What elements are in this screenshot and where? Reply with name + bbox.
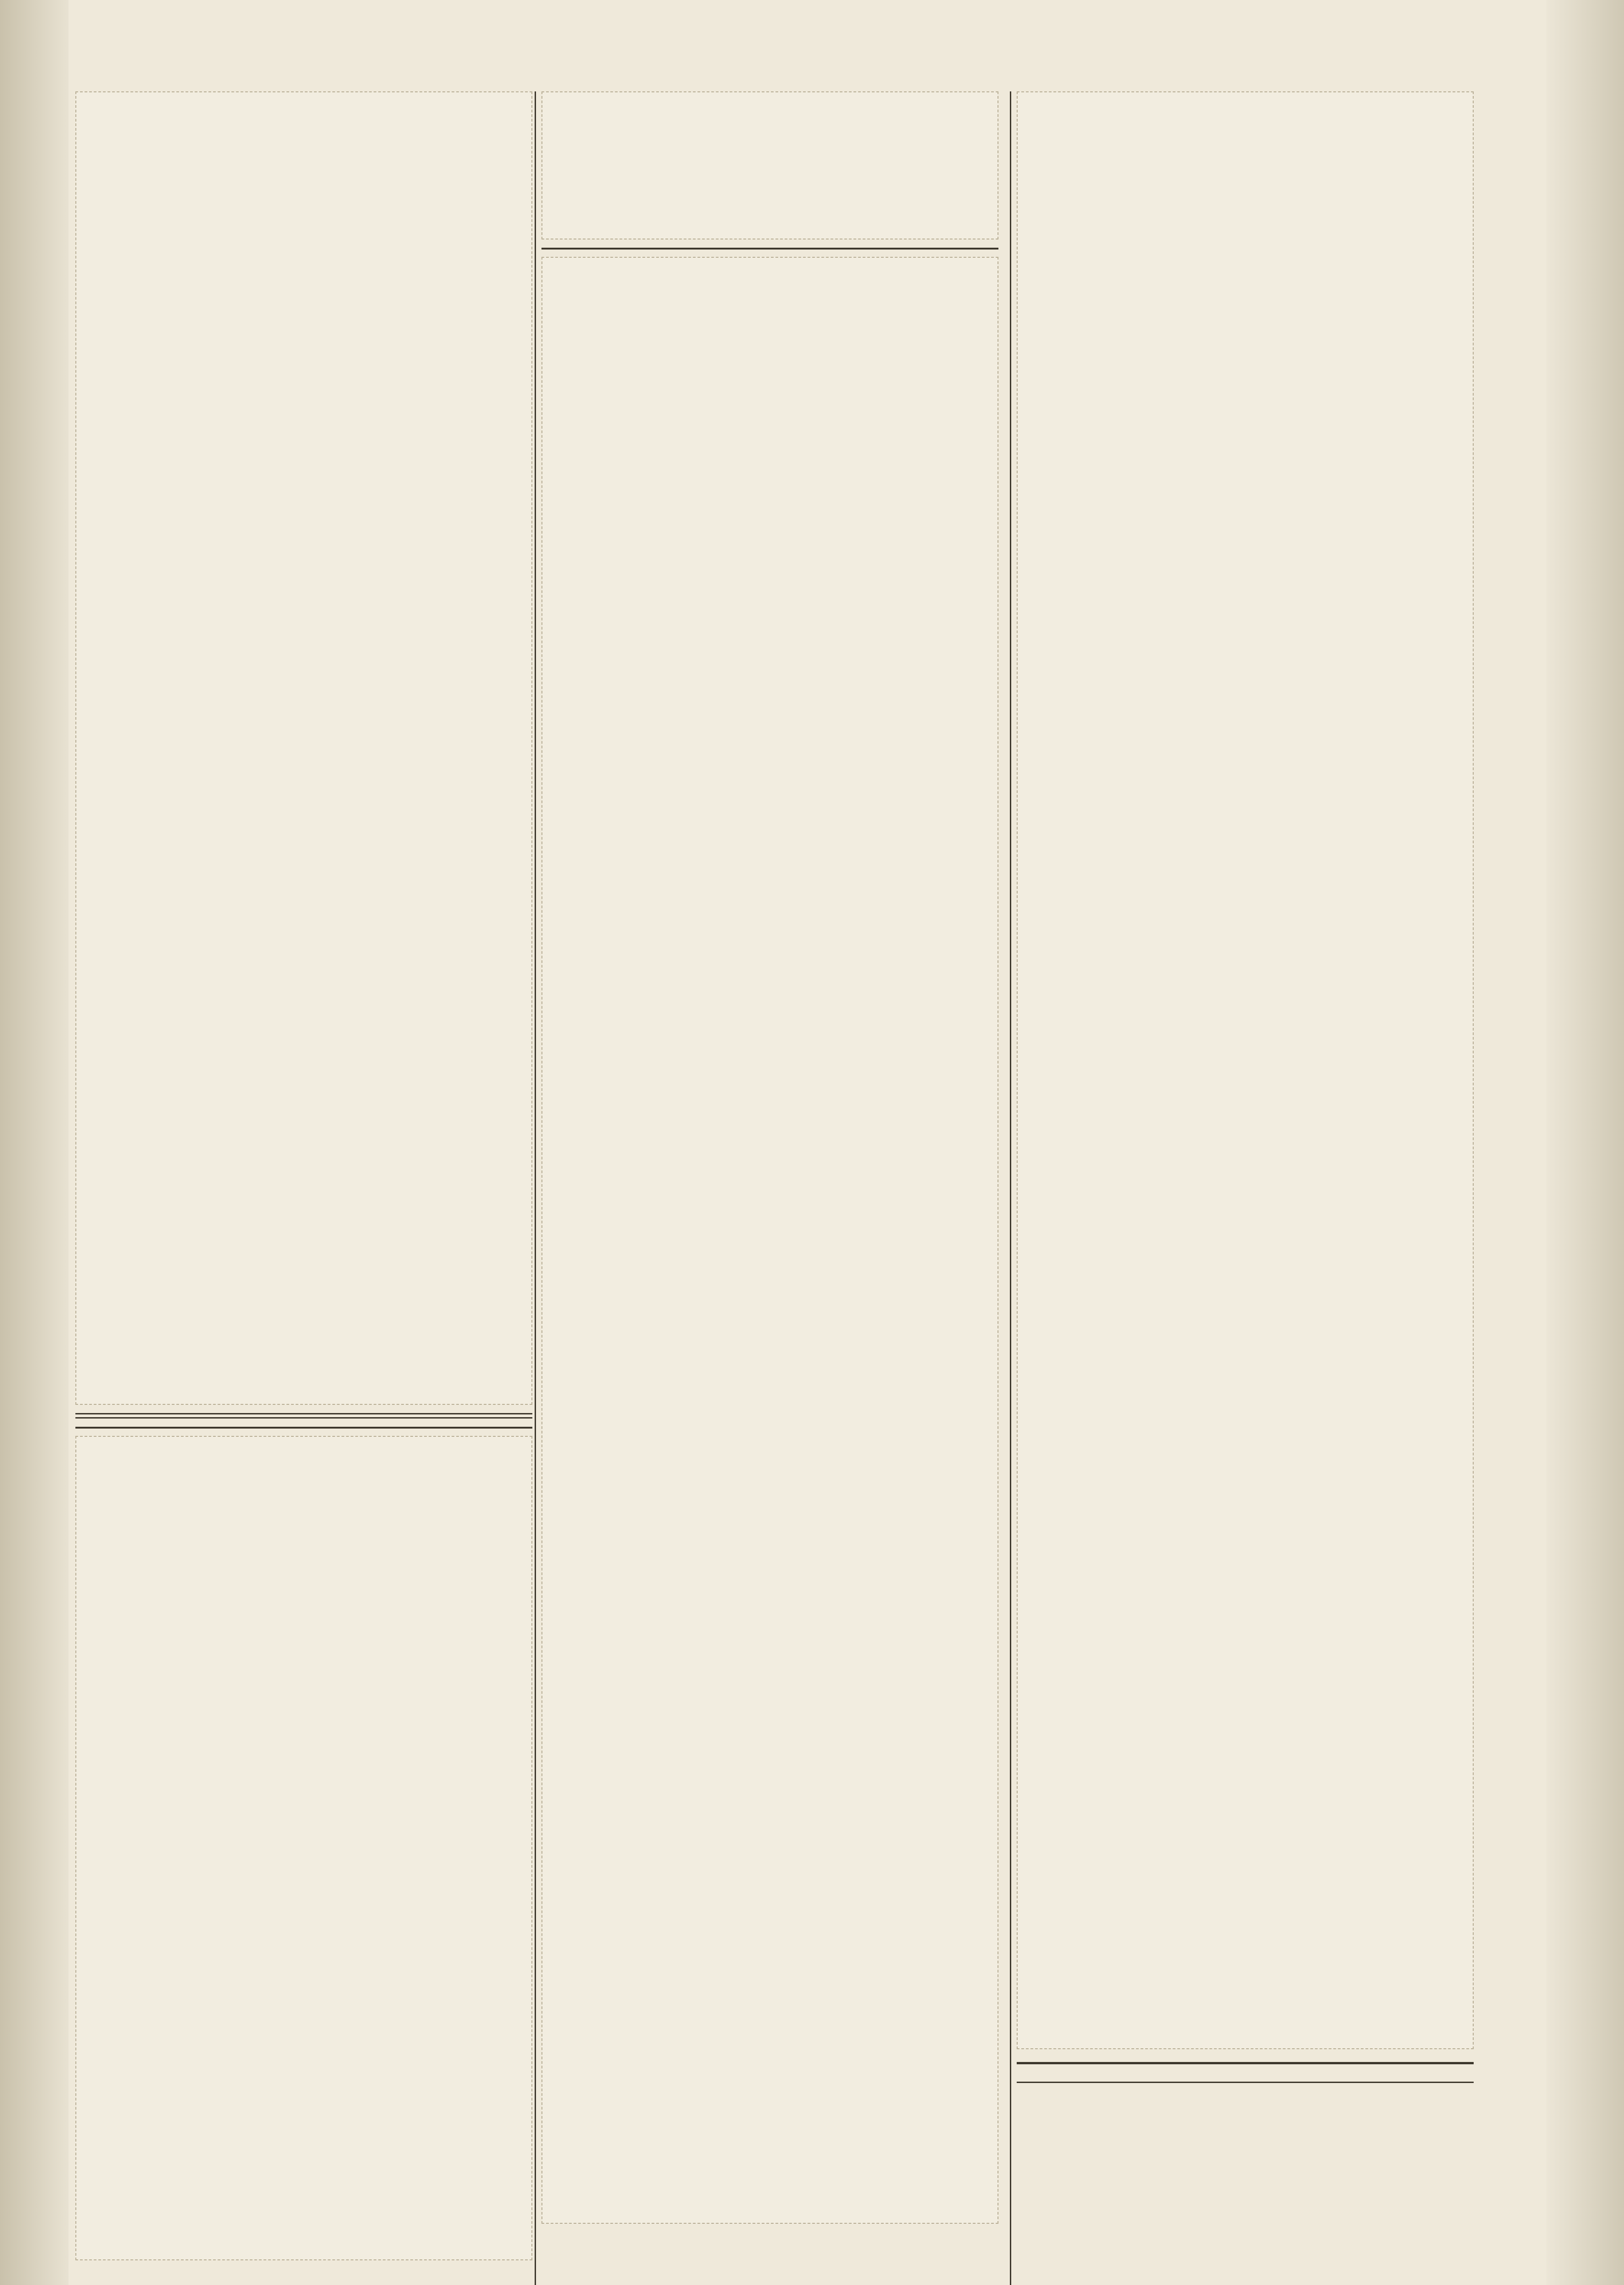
section-divider	[541, 248, 998, 250]
tide-box	[1017, 2082, 1474, 2089]
page-gutter-right	[1546, 0, 1624, 2285]
column-rule-1	[535, 91, 536, 2285]
column-2-top-block	[541, 91, 998, 239]
column-rule-2	[1010, 91, 1011, 2285]
column-1-top-block	[75, 91, 532, 1405]
column-3-top-block	[1017, 91, 1474, 2049]
ferry-box	[1017, 2062, 1474, 2072]
column-1	[75, 91, 532, 2285]
section-divider	[75, 1427, 532, 1429]
column-1-bottom-block	[75, 1436, 532, 2260]
section-divider	[75, 1413, 532, 1419]
column-2-bottom-block	[541, 257, 998, 2224]
page-gutter-left	[0, 0, 69, 2285]
column-3	[1017, 91, 1474, 2285]
column-2	[541, 91, 998, 2285]
